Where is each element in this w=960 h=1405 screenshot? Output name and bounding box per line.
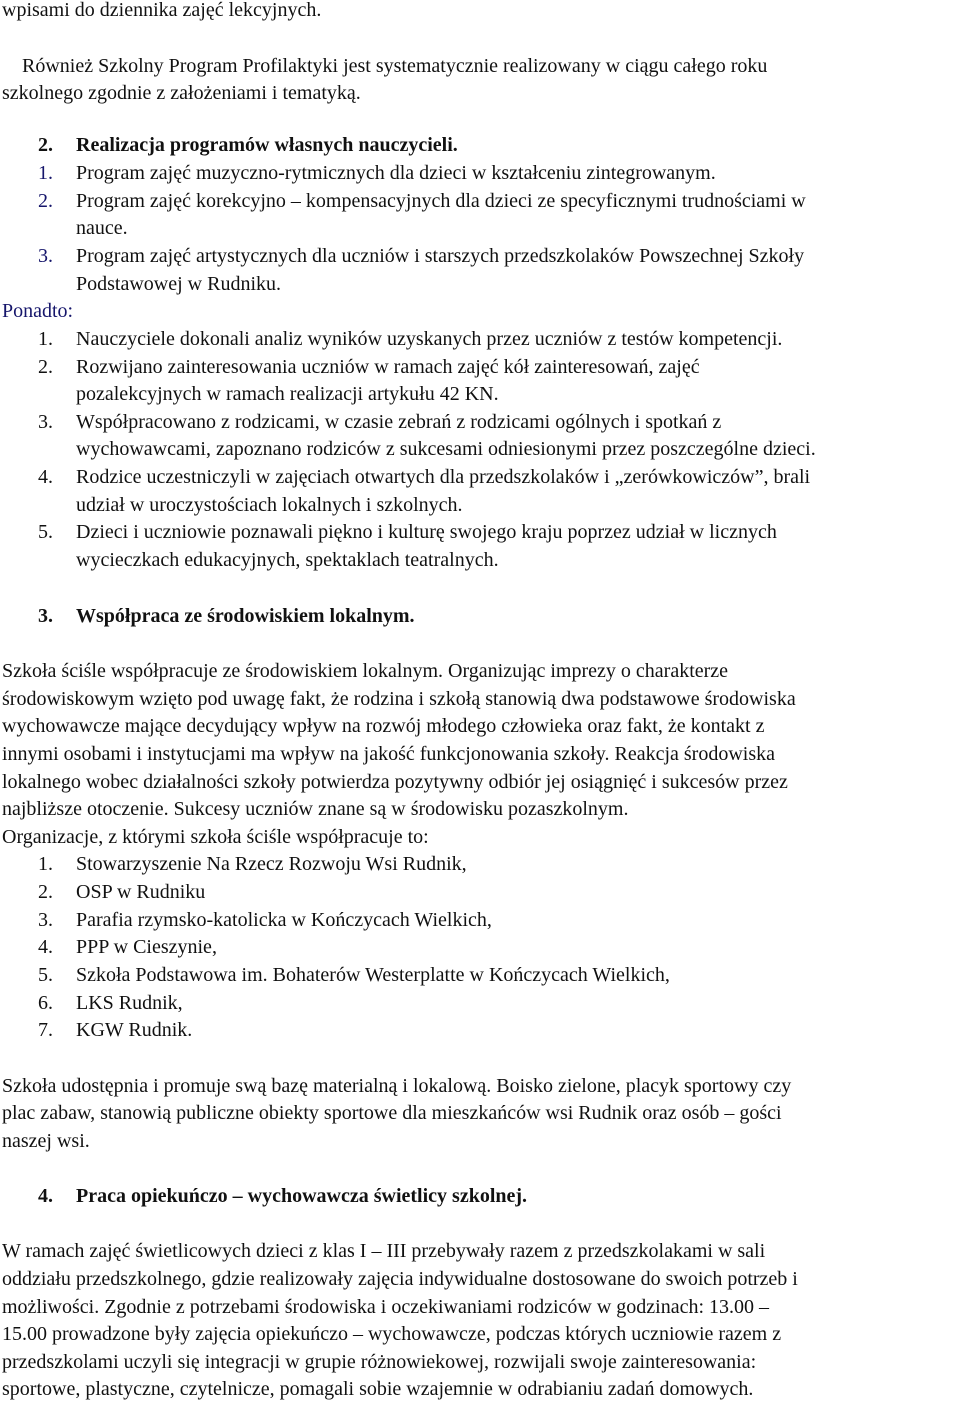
org-item-text: LKS Rudnik, [76, 992, 183, 1014]
ponadto-label: Ponadto: [2, 300, 74, 322]
program-item-text: Podstawowej w Rudniku. [76, 273, 281, 295]
org-item-number: 3. [38, 909, 53, 931]
section-4-number: 4. [38, 1185, 53, 1207]
section-3-title: Współpraca ze środowiskiem lokalnym. [76, 605, 415, 627]
section-4-title: Praca opiekuńczo – wychowawcza świetlicy szkolnej. [76, 1185, 528, 1207]
paragraph-line: Organizacje, z którymi szkoła ściśle współpracuje to: [2, 826, 429, 848]
paragraph-line: wychowawcze mające decydujący wpływ na rozwój młodego człowieka oraz fakt, że kontakt z [2, 715, 765, 737]
intro-line: wpisami do dziennika zajęć lekcyjnych. [2, 0, 322, 21]
program-item-text: nauce. [76, 217, 128, 239]
org-item-text: PPP w Cieszynie, [76, 936, 217, 958]
ponadto-item-number: 3. [38, 411, 53, 433]
ponadto-item-text: Rodzice uczestniczyli w zajęciach otwartych dla przedszkolaków i „zerówkowiczów”, brali [76, 466, 811, 488]
ponadto-item-text: udział w uroczystościach lokalnych i szkolnych. [76, 494, 463, 516]
program-item-number: 2. [38, 190, 53, 212]
intro-line: Również Szkolny Program Profilaktyki jest systematycznie realizowany w ciągu całego roku [22, 55, 768, 77]
intro-line: szkolnego zgodnie z założeniami i tematyką. [2, 82, 361, 104]
program-item-number: 3. [38, 245, 53, 267]
paragraph-line: Szkoła ściśle współpracuje ze środowiskiem lokalnym. Organizując imprezy o charakterze [2, 660, 729, 682]
paragraph-line: przedszkolami uczyli się integracji w grupie różnowiekowej, rozwijali swoje zainteresowania: [2, 1351, 757, 1373]
section-2-number: 2. [38, 134, 53, 156]
program-item-text: Program zajęć artystycznych dla uczniów i starszych przedszkolaków Powszechnej Szkoły [76, 245, 805, 267]
paragraph-line: plac zabaw, stanowią publiczne obiekty sportowe dla mieszkańców wsi Rudnik oraz osób – gości [2, 1102, 782, 1124]
org-item-text: OSP w Rudniku [76, 881, 206, 903]
ponadto-item-text: pozalekcyjnych w ramach realizacji artykułu 42 KN. [76, 383, 499, 405]
paragraph-line: najbliższe otoczenie. Sukcesy uczniów znane są w środowisku pozaszkolnym. [2, 798, 629, 820]
ponadto-item-number: 5. [38, 521, 53, 543]
ponadto-item-text: wychowawcami, zapoznano rodziców z sukcesami odniesionymi przez poszczególne dzieci. [76, 438, 816, 460]
program-item-number: 1. [38, 162, 53, 184]
ponadto-item-number: 2. [38, 356, 53, 378]
paragraph-line: 15.00 prowadzone były zajęcia opiekuńczo – wychowawcze, podczas których uczniowie razem z [2, 1323, 782, 1345]
ponadto-item-text: Współpracowano z rodzicami, w czasie zebrań z rodzicami ogólnych i spotkań z [76, 411, 722, 433]
paragraph-line: naszej wsi. [2, 1130, 90, 1152]
ponadto-item-text: Rozwijano zainteresowania uczniów w ramach zajęć kół zainteresowań, zajęć [76, 356, 700, 378]
paragraph-line: możliwości. Zgodnie z potrzebami środowiska i oczekiwaniami rodziców w godzinach: 13.00 – [2, 1296, 770, 1318]
ponadto-item-text: wycieczkach edukacyjnych, spektaklach teatralnych. [76, 549, 499, 571]
org-item-number: 2. [38, 881, 53, 903]
section-3-number: 3. [38, 605, 53, 627]
ponadto-item-text: Nauczyciele dokonali analiz wyników uzyskanych przez uczniów z testów kompetencji. [76, 328, 783, 350]
paragraph-line: innymi osobami i instytucjami ma wpływ na jakość funkcjonowania szkoły. Reakcja środowiska [2, 743, 775, 765]
org-item-number: 5. [38, 964, 53, 986]
ponadto-item-number: 1. [38, 328, 53, 350]
org-item-number: 4. [38, 936, 53, 958]
org-item-number: 7. [38, 1019, 53, 1041]
ponadto-item-number: 4. [38, 466, 53, 488]
paragraph-line: środowiskowym wzięto pod uwagę fakt, że rodzina i szkołą stanowią dwa podstawowe środowiska [2, 688, 796, 710]
org-item-number: 6. [38, 992, 53, 1014]
paragraph-line: sportowe, plastyczne, czytelnicze, pomagali sobie wzajemnie w odrabianiu zadań domowych. [2, 1378, 754, 1400]
paragraph-line: Szkoła udostępnia i promuje swą bazę materialną i lokalową. Boisko zielone, placyk sportowy czy [2, 1075, 792, 1097]
paragraph-line: W ramach zajęć świetlicowych dzieci z klas I – III przebywały razem z przedszkolakami w sali [2, 1240, 766, 1262]
org-item-text: Stowarzyszenie Na Rzecz Rozwoju Wsi Rudnik, [76, 853, 467, 875]
org-item-text: Szkoła Podstawowa im. Bohaterów Westerplatte w Kończycach Wielkich, [76, 964, 670, 986]
program-item-text: Program zajęć korekcyjno – kompensacyjnych dla dzieci ze specyficznymi trudnościami w [76, 190, 806, 212]
program-item-text: Program zajęć muzyczno-rytmicznych dla dzieci w kształceniu zintegrowanym. [76, 162, 716, 184]
paragraph-line: oddziału przedszkolnego, gdzie realizowały zajęcia indywidualne dostosowane do swoich potrzeb i [2, 1268, 798, 1290]
org-item-text: Parafia rzymsko-katolicka w Kończycach Wielkich, [76, 909, 492, 931]
org-item-number: 1. [38, 853, 53, 875]
ponadto-item-text: Dzieci i uczniowie poznawali piękno i kulturę swojego kraju poprzez udział w licznych [76, 521, 777, 543]
section-2-title: Realizacja programów własnych nauczycieli. [76, 134, 458, 156]
paragraph-line: lokalnego wobec działalności szkoły potwierdza pozytywny odbiór jej osiągnięć i sukcesów przez [2, 771, 788, 793]
org-item-text: KGW Rudnik. [76, 1019, 193, 1041]
